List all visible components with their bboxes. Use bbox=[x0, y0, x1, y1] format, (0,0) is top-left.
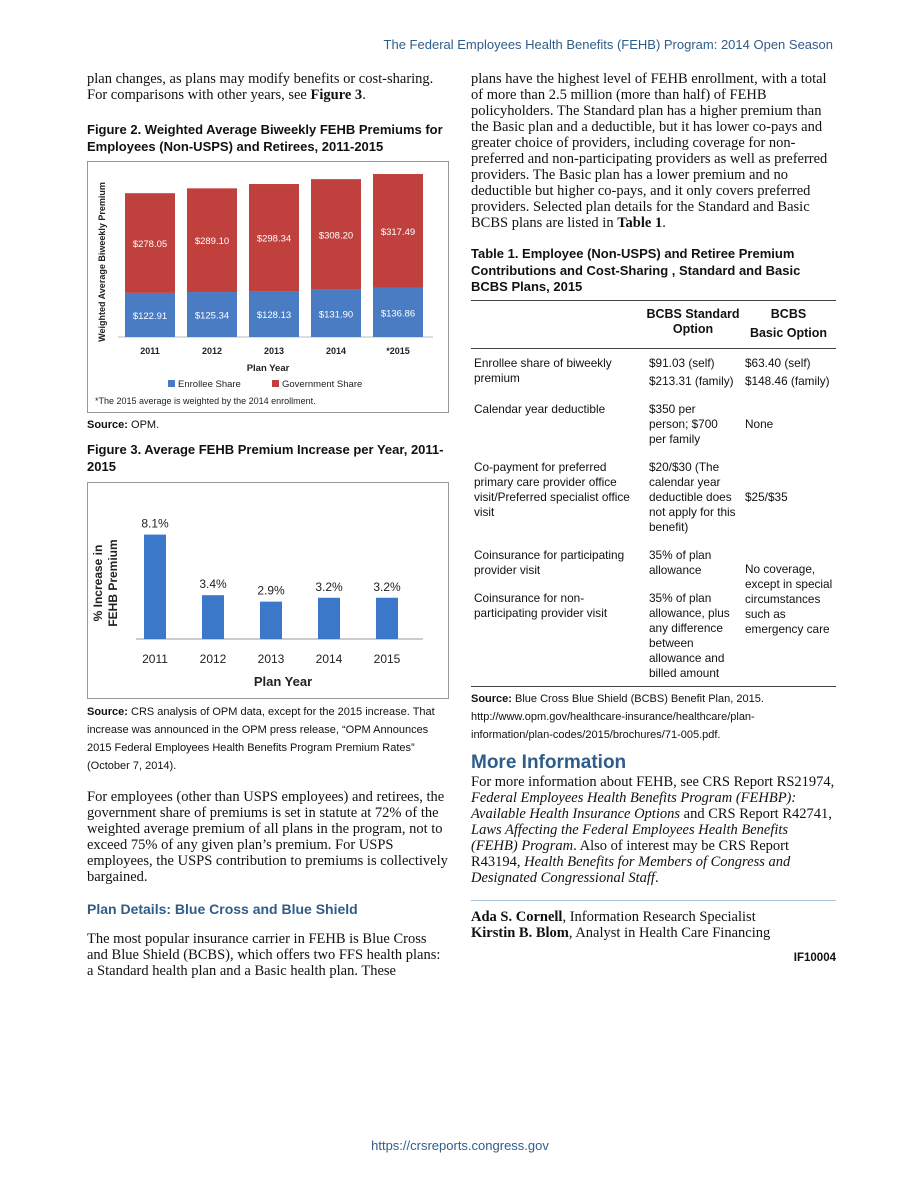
document-id: IF10004 bbox=[793, 951, 836, 964]
x-tick-label: 2012 bbox=[201, 346, 223, 356]
figure-2-source: Source: OPM. bbox=[87, 419, 160, 431]
data-label-enrollee: $125.34 bbox=[194, 310, 230, 322]
figure-3-caption: Figure 3. Average FEHB Premium Increase per Year, 2011-2015 bbox=[87, 442, 444, 474]
legend-swatch-enrollee bbox=[168, 380, 175, 387]
table-1-source: Source: Blue Cross Blue Shield (BCBS) Benefit Plan, 2015. http://www.opm.gov/healthcare-insurance/healthcare/plan-information/plan-codes/2015/brochures/71-005.pdf. bbox=[471, 692, 764, 741]
data-label-government: $308.20 bbox=[318, 230, 354, 242]
table-1-caption: Table 1. Employee (Non-USPS) and Retiree Premium Contributions and Cost-Sharing , Standard and Basic BCBS Plans, 2015 bbox=[471, 246, 801, 294]
table-1-reference[interactable]: Table 1 bbox=[617, 215, 663, 231]
bar bbox=[260, 602, 282, 639]
x-tick-label: 2014 bbox=[315, 652, 343, 666]
author-1: Ada S. Cornell, Information Research Specialist bbox=[471, 908, 756, 925]
data-label-government: $298.34 bbox=[256, 233, 292, 245]
col-basic-header: BCBS Basic Option bbox=[749, 306, 828, 340]
data-label-enrollee: $136.86 bbox=[380, 308, 416, 320]
basic-no-coverage-cell: No coverage, except in special circumstances such as emergency care bbox=[745, 561, 833, 636]
legend-label-enrollee: Enrollee Share bbox=[178, 379, 241, 390]
x-tick-label: 2014 bbox=[325, 346, 347, 356]
data-label-government: $317.49 bbox=[380, 226, 416, 238]
bar bbox=[202, 595, 224, 639]
x-tick-label: 2011 bbox=[140, 346, 160, 356]
data-label: 2.9% bbox=[257, 583, 285, 598]
bar bbox=[144, 535, 166, 639]
data-label-enrollee: $122.91 bbox=[132, 310, 168, 322]
bar bbox=[318, 598, 340, 639]
legend-swatch-government bbox=[272, 380, 279, 387]
table-1 bbox=[471, 300, 836, 687]
x-tick-label: *2015 bbox=[386, 346, 410, 356]
data-label: 3.2% bbox=[373, 579, 401, 594]
more-information-paragraph: For more information about FEHB, see CRS Report RS21974, Federal Employees Health Benefits Program (FEHBP): Available Health Insurance Options and CRS Report R42741, Laws Affecting the Federal Employees Health Benefits (FEHB) Program. Also of interest may be CRS Report R43194, Health Benefits for Members of Congress and Designated Congressional Staff. bbox=[471, 773, 835, 886]
table-row: Coinsurance for participating provider visit 35% of plan allowance No coverage, except in special circumstances such as emergency care bbox=[471, 535, 836, 578]
data-label-enrollee: $128.13 bbox=[256, 310, 292, 322]
data-label: 3.2% bbox=[315, 579, 343, 594]
author-2: Kirstin B. Blom, Analyst in Health Care Financing bbox=[471, 924, 771, 941]
x-tick-label: 2012 bbox=[199, 652, 227, 666]
right-column bbox=[471, 71, 836, 964]
table-row: Enrollee share of biweekly premium $91.03 (self) $213.31 (family) $63.40 (self) $148.46 (family) bbox=[474, 355, 830, 388]
data-label-enrollee: $131.90 bbox=[318, 309, 354, 321]
more-information-heading: More Information bbox=[471, 751, 627, 773]
bcbs-continued-paragraph: plans have the highest level of FEHB enrollment, with a total of more than 2.5 million (more than half) of FEHB policyholders. The Standard plan has a higher premium than the Basic plan and a deductible, but it has lower co-pays and greater choice of providers, including coverage for non-preferred and non-participating providers as well as preferred providers. The Basic plan has a lower premium and no deductible but higher co-pays, and it only covers preferred providers. Selected plan details for the Standard and Basic BCBS plans are listed in Table 1. bbox=[471, 71, 828, 231]
author-divider bbox=[471, 900, 836, 901]
figure-3-source: Source: CRS analysis of OPM data, except for the 2015 increase. That increase was announced in the OPM press release, “OPM Announces 2015 Federal Employees Health Benefits Program Premium Rates” (October 7, 2014). bbox=[87, 706, 435, 772]
figure-2-caption: Figure 2. Weighted Average Biweekly FEHB Premiums for Employees (Non-USPS) and Retirees, 2011-2015 bbox=[87, 122, 443, 154]
y-axis-title: Weighted Average Biweekly Premium bbox=[97, 182, 107, 342]
x-tick-label: 2013 bbox=[263, 346, 285, 356]
col-standard-header: BCBS Standard Option bbox=[646, 306, 740, 336]
table-row: Coinsurance for non-participating provider visit 35% of plan allowance, plus any difference between allowance and billed amount bbox=[471, 578, 836, 687]
figure-3-chart bbox=[87, 482, 449, 699]
figure-3-reference[interactable]: Figure 3 bbox=[310, 87, 363, 103]
figure-2-chart bbox=[87, 161, 449, 413]
running-header: The Federal Employees Health Benefits (FEHB) Program: 2014 Open Season bbox=[383, 37, 833, 52]
bcbs-paragraph: The most popular insurance carrier in FEHB is Blue Cross and Blue Shield (BCBS), which offers two FFS health plans: a Standard health plan and a Basic health plan. These bbox=[87, 931, 441, 979]
left-column bbox=[87, 71, 449, 979]
y-axis-title-line-2: FEHB Premium bbox=[106, 539, 120, 627]
data-label: 3.4% bbox=[199, 577, 227, 592]
bar bbox=[376, 598, 398, 639]
x-tick-label: 2013 bbox=[257, 652, 285, 666]
table-row: Co-payment for preferred primary care provider office visit/Preferred specialist office visit $20/$30 (The calendar year deductible does not apply for this benefit) $25/$35 bbox=[474, 459, 788, 534]
data-label: 8.1% bbox=[141, 516, 169, 531]
plan-details-heading: Plan Details: Blue Cross and Blue Shield bbox=[87, 901, 358, 917]
bar-chart bbox=[88, 483, 448, 698]
footer-url[interactable]: https://crsreports.congress.gov bbox=[371, 1138, 549, 1153]
legend-label-government: Government Share bbox=[282, 379, 363, 390]
x-axis-title: Plan Year bbox=[253, 674, 313, 689]
x-tick-label: 2015 bbox=[373, 652, 401, 666]
data-label-government: $278.05 bbox=[132, 239, 168, 251]
x-axis-title: Plan Year bbox=[246, 363, 290, 374]
y-axis-title-line-1: % Increase in bbox=[91, 544, 105, 622]
chart-note: *The 2015 average is weighted by the 2014 enrollment. bbox=[95, 396, 316, 406]
x-tick-label: 2011 bbox=[142, 652, 168, 666]
intro-paragraph: plan changes, as plans may modify benefits or cost-sharing. For comparisons with other years, see Figure 3. bbox=[87, 71, 434, 103]
table-row: Calendar year deductible $350 per person; $700 per family None bbox=[474, 401, 774, 446]
stacked-bar-chart bbox=[88, 162, 448, 412]
data-label-government: $289.10 bbox=[194, 236, 230, 248]
table-header-row bbox=[471, 300, 836, 348]
government-share-paragraph: For employees (other than USPS employees) and retirees, the government share of premiums is set in statute at 72% of the weighted average premium of all plans in the program, not to exceed 75% of any given plan’s premium. For USPS employees, the USPS contribution to premiums is collectively bargained. bbox=[87, 789, 448, 885]
